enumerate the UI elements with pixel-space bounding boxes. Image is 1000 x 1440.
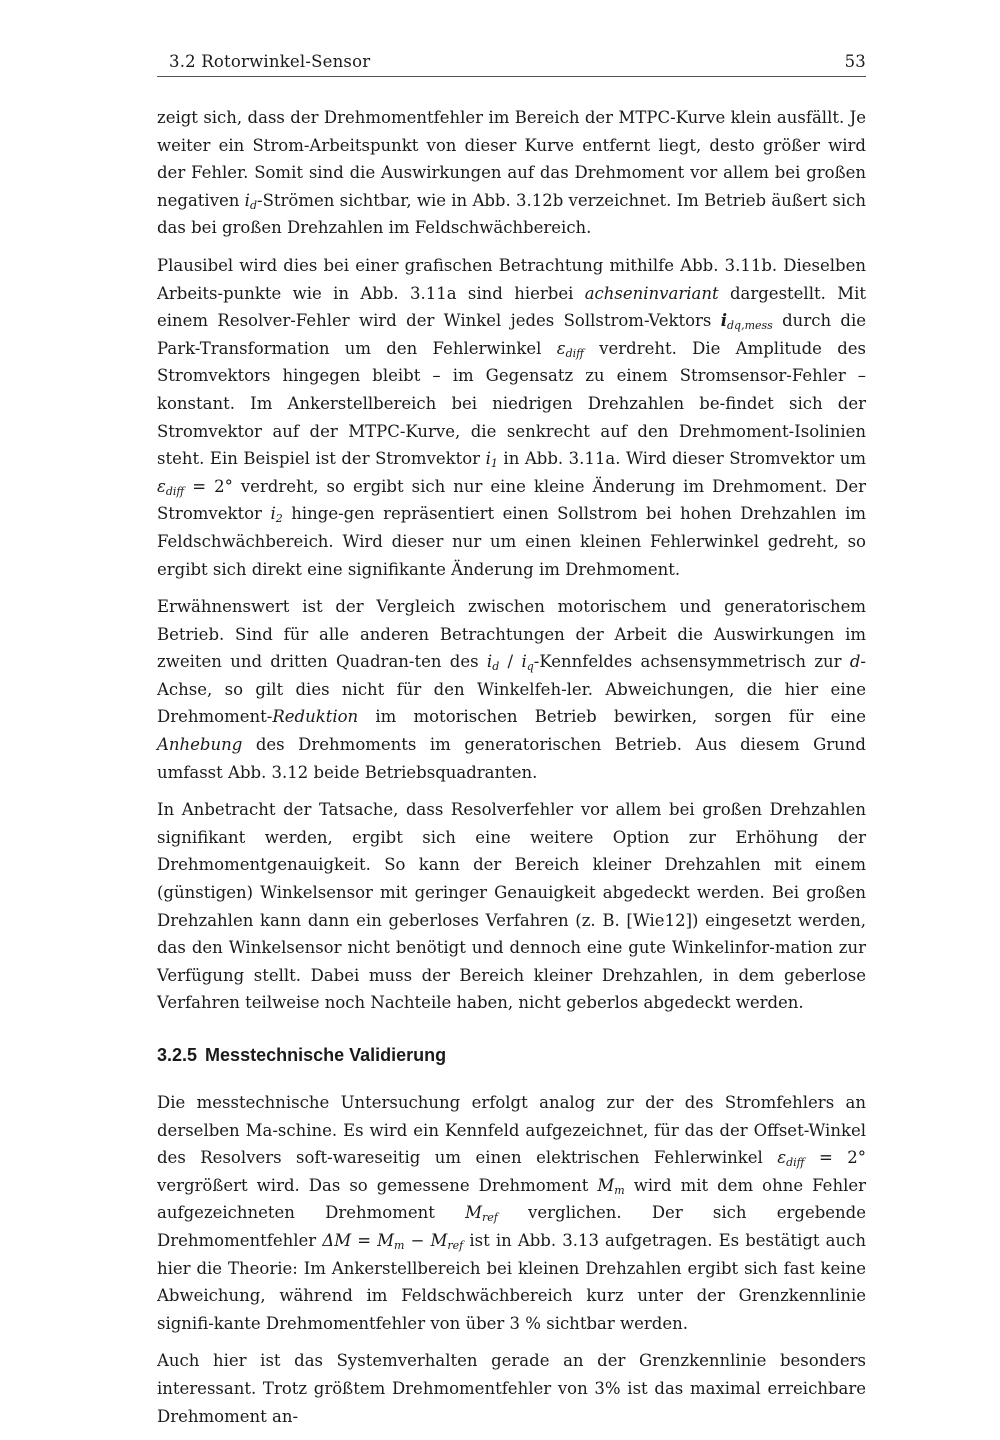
running-header — [157, 50, 866, 77]
text-run: im motorischen Betrieb bewirken, sorgen für eine — [358, 707, 866, 727]
math-subscript: m — [614, 1183, 625, 1197]
math-subscript: ref — [481, 1211, 498, 1225]
math-symbol: M — [597, 1175, 615, 1195]
emphasis: Reduktion — [272, 707, 359, 727]
text-run: hinge-gen repräsentiert einen Sollstrom bei hohen Drehzahlen im Feldschwächbereich. Wird dieser nur um einen kleinen Fehlerwinkel gedreht, so ergibt sich direkt eine signifikante Änderung im Drehmoment. — [157, 504, 866, 579]
text-run: ist in Abb. 3.13 aufgetragen. Es bestätigt auch hier die Theorie: Im Ankerstellbereich bei kleinen Drehzahlen ergibt sich fast keine Abweichung, während im Feldschwächbereich kurz unter der Grenzkennlinie signifi-kante Drehmomentfehler von über 3 % sichtbar werden. — [157, 1230, 866, 1333]
math-subscript: 2 — [275, 512, 283, 526]
text-run: − — [404, 1230, 431, 1250]
math-symbol: i — [270, 504, 276, 524]
header-section-title: 3.2 Rotorwinkel-Sensor — [169, 52, 371, 71]
math-subscript: 1 — [490, 457, 498, 471]
math-vector-symbol: i — [720, 311, 727, 331]
paragraph-5 — [157, 1089, 866, 1337]
math-symbol: i — [486, 652, 493, 672]
paragraph-4: In Anbetracht der Tatsache, dass Resolverfehler vor allem bei großen Drehzahlen signifikant werden, ergibt sich eine weitere Option zur Erhöhung der Drehmomentgenauigkeit. So kann der Bereich kleiner Drehzahlen mit einem (günstigen) Winkelsensor mit geringer Genauigkeit abgedeckt werden. Bei großen Drehzahlen kann dann ein geberloses Verfahren (z. B. [Wie12]) eingesetzt werden, das den Winkelsensor nicht benötigt und dennoch eine gute Winkelinfor-mation zur Verfügung stellt. Dabei muss der Bereich kleiner Drehzahlen, in dem geberlose Verfahren teilweise noch Nachteile haben, nicht geberlos abgedeckt werden. — [157, 800, 866, 1013]
section-number: 3.2.5 — [157, 1045, 198, 1065]
page-body — [157, 104, 866, 1440]
math-subscript: d — [492, 660, 500, 674]
math-symbol: ε — [777, 1148, 787, 1168]
math-subscript: ref — [447, 1238, 464, 1252]
text-run: = — [351, 1230, 378, 1250]
text-run: -Kennfeldes achsensymmetrisch zur — [533, 652, 850, 672]
math-symbol: ε — [157, 476, 166, 496]
math-subscript: q — [526, 660, 534, 674]
section-heading — [157, 1043, 866, 1067]
math-subscript: diff — [165, 484, 185, 498]
text-run: -Strömen sichtbar, wie in Abb. 3.12b verzeichnet. Im Betrieb äußert sich das bei großen Drehzahlen im Feldschwächbereich. — [157, 190, 866, 238]
math-symbol: i — [485, 449, 491, 469]
math-symbol: i — [521, 652, 527, 672]
text-run: verglichen. Der sich ergebende Drehmomentfehler — [157, 1203, 866, 1250]
math-symbol: ΔM — [322, 1230, 352, 1250]
page-number: 53 — [844, 52, 866, 71]
text-run: in Abb. 3.11a. Wird dieser Stromvektor um — [497, 449, 866, 469]
text-run: Plausibel wird dies bei einer grafischen Betrachtung mithilfe Abb. 3.11b. Dieselben Arbeits-punkte wie in Abb. 3.11a sind hierbei — [157, 255, 866, 303]
text-run: wird mit dem ohne Fehler aufgezeichneten Drehmoment — [157, 1175, 866, 1223]
text-run: dargestellt. Mit einem Resolver-Fehler wird der Winkel jedes Sollstrom-Vektors — [157, 283, 867, 331]
text-run: = 2° vergrößert wird. Das so gemessene Drehmoment — [157, 1148, 866, 1195]
math-symbol: i — [244, 190, 250, 210]
emphasis: Anhebung — [157, 735, 243, 755]
math-symbol: d — [849, 652, 861, 672]
math-symbol: ε — [556, 338, 566, 358]
math-subscript: diff — [565, 346, 584, 360]
paragraph-2 — [157, 252, 866, 583]
math-subscript: d — [249, 198, 257, 212]
text-run: -Achse, so gilt dies nicht für den Winkelfeh-ler. Abweichungen, die hier eine Drehmoment- — [157, 652, 866, 727]
text-run: Die messtechnische Untersuchung erfolgt analog zur der des Stromfehlers an derselben Ma-schine. Es wird ein Kennfeld aufgezeichnet, für das der Offset-Winkel des Resolvers soft-wareseitig um einen elektrischen Fehlerwinkel — [157, 1093, 866, 1168]
text-run: = 2° verdreht, so ergibt sich nur eine kleine Änderung im Drehmoment. Der Stromvektor — [157, 476, 866, 524]
math-symbol: M — [430, 1230, 448, 1250]
text-run: zeigt sich, dass der Drehmomentfehler im Bereich der MTPC-Kurve klein ausfällt. Je weiter ein Strom-Arbeitspunkt von dieser Kurve entfernt liegt, desto größer wird der Fehler. Somit sind die Auswirkungen auf das Drehmoment vor allem bei großen negativen — [157, 108, 866, 210]
math-symbol: M — [377, 1230, 395, 1250]
paragraph-6: Auch hier ist das Systemverhalten gerade an der Grenzkennlinie besonders interessant. Trotz größtem Drehmomentfehler von 3% ist das maximal erreichbare Drehmoment an- — [157, 1351, 866, 1426]
paragraph-3 — [157, 593, 866, 786]
emphasis: achseninvariant — [584, 283, 719, 303]
math-subscript: dq,mess — [727, 319, 773, 333]
text-run: durch die Park-Transformation um den Fehlerwinkel — [157, 311, 866, 358]
text-run: Erwähnenswert ist der Vergleich zwischen motorischem und generatorischem Betrieb. Sind für alle anderen Betrachtungen der Arbeit die Auswirkungen im zweiten und dritten Quadran-ten des — [157, 597, 866, 672]
text-run: / — [499, 652, 522, 672]
paragraph-1 — [157, 104, 866, 242]
text-run: des Drehmoments im generatorischen Betrieb. Aus diesem Grund umfasst Abb. 3.12 beide Betriebsquadranten. — [157, 735, 866, 782]
math-subscript: m — [394, 1238, 405, 1252]
text-run: verdreht. Die Amplitude des Stromvektors hingegen bleibt – im Gegensatz zu einem Stromsensor-Fehler – konstant. Im Ankerstellbereich bei niedrigen Drehzahlen be-findet sich der Stromvektor auf der MTPC-Kurve, die senkrecht auf den Drehmoment-Isolinien steht. Ein Beispiel ist der Stromvektor — [157, 338, 866, 469]
math-symbol: M — [465, 1203, 482, 1223]
math-subscript: diff — [786, 1156, 805, 1170]
section-title: Messtechnische Validierung — [205, 1045, 447, 1065]
